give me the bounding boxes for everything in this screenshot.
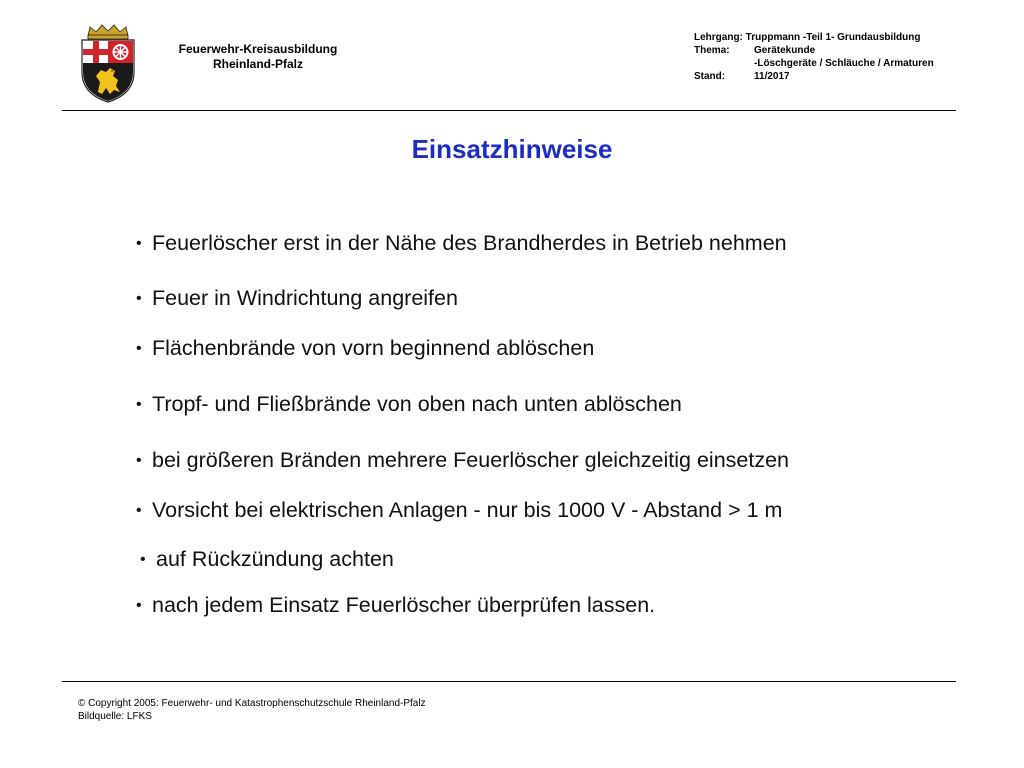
status-value: 11/2017 [754,71,790,82]
list-item [136,497,782,524]
list-item-text: Flächenbrände von vorn beginnend ablöschen [152,336,595,360]
organization-line-1: Feuerwehr-Kreisausbildung [178,42,338,56]
image-source-text: Bildquelle: LFKS [78,711,152,722]
bullet-icon: • [136,452,142,469]
bullet-icon: • [136,235,142,252]
bullet-icon: • [140,551,146,568]
list-item [136,335,594,362]
topic-label: Thema: [694,45,730,56]
bullet-icon: • [136,396,142,413]
bullet-icon: • [136,340,142,357]
status-label: Stand: [694,71,726,82]
copyright-text: © Copyright 2005: Feuerwehr- und Katastrophenschutzschule Rheinland-Pfalz [78,698,426,709]
list-item [136,391,682,418]
bullet-icon: • [136,502,142,519]
slide-title: Einsatzhinweise [411,134,613,164]
footer [78,697,426,723]
bullet-icon: • [136,597,142,614]
list-item-text: auf Rückzündung achten [156,547,394,571]
list-item [136,592,655,619]
topic-subtitle: -Löschgeräte / Schläuche / Armaturen [754,58,934,69]
list-item-text: Tropf- und Fließbrände von oben nach unten ablöschen [152,392,682,416]
course-value: Truppmann -Teil 1- Grundausbildung [745,32,921,43]
list-item-text: Feuer in Windrichtung angreifen [152,286,458,310]
list-item-text: Feuerlöscher erst in der Nähe des Brandherdes in Betrieb nehmen [152,231,787,255]
list-item [136,285,458,312]
topic-value: Gerätekunde [754,45,816,56]
list-item [136,230,787,257]
list-item [140,546,394,573]
course-label: Lehrgang: [694,32,743,43]
list-item-text: nach jedem Einsatz Feuerlöscher überprüfen lassen. [152,593,656,617]
organization-line-2: Rheinland-Pfalz [212,57,303,71]
list-item-text: Vorsicht bei elektrischen Anlagen - nur bis 1000 V - Abstand > 1 m [152,498,783,522]
footer-divider [62,681,956,682]
bullet-icon: • [136,290,142,307]
list-item [136,447,789,474]
list-item-text: bei größeren Bränden mehrere Feuerlöscher gleichzeitig einsetzen [152,448,789,472]
